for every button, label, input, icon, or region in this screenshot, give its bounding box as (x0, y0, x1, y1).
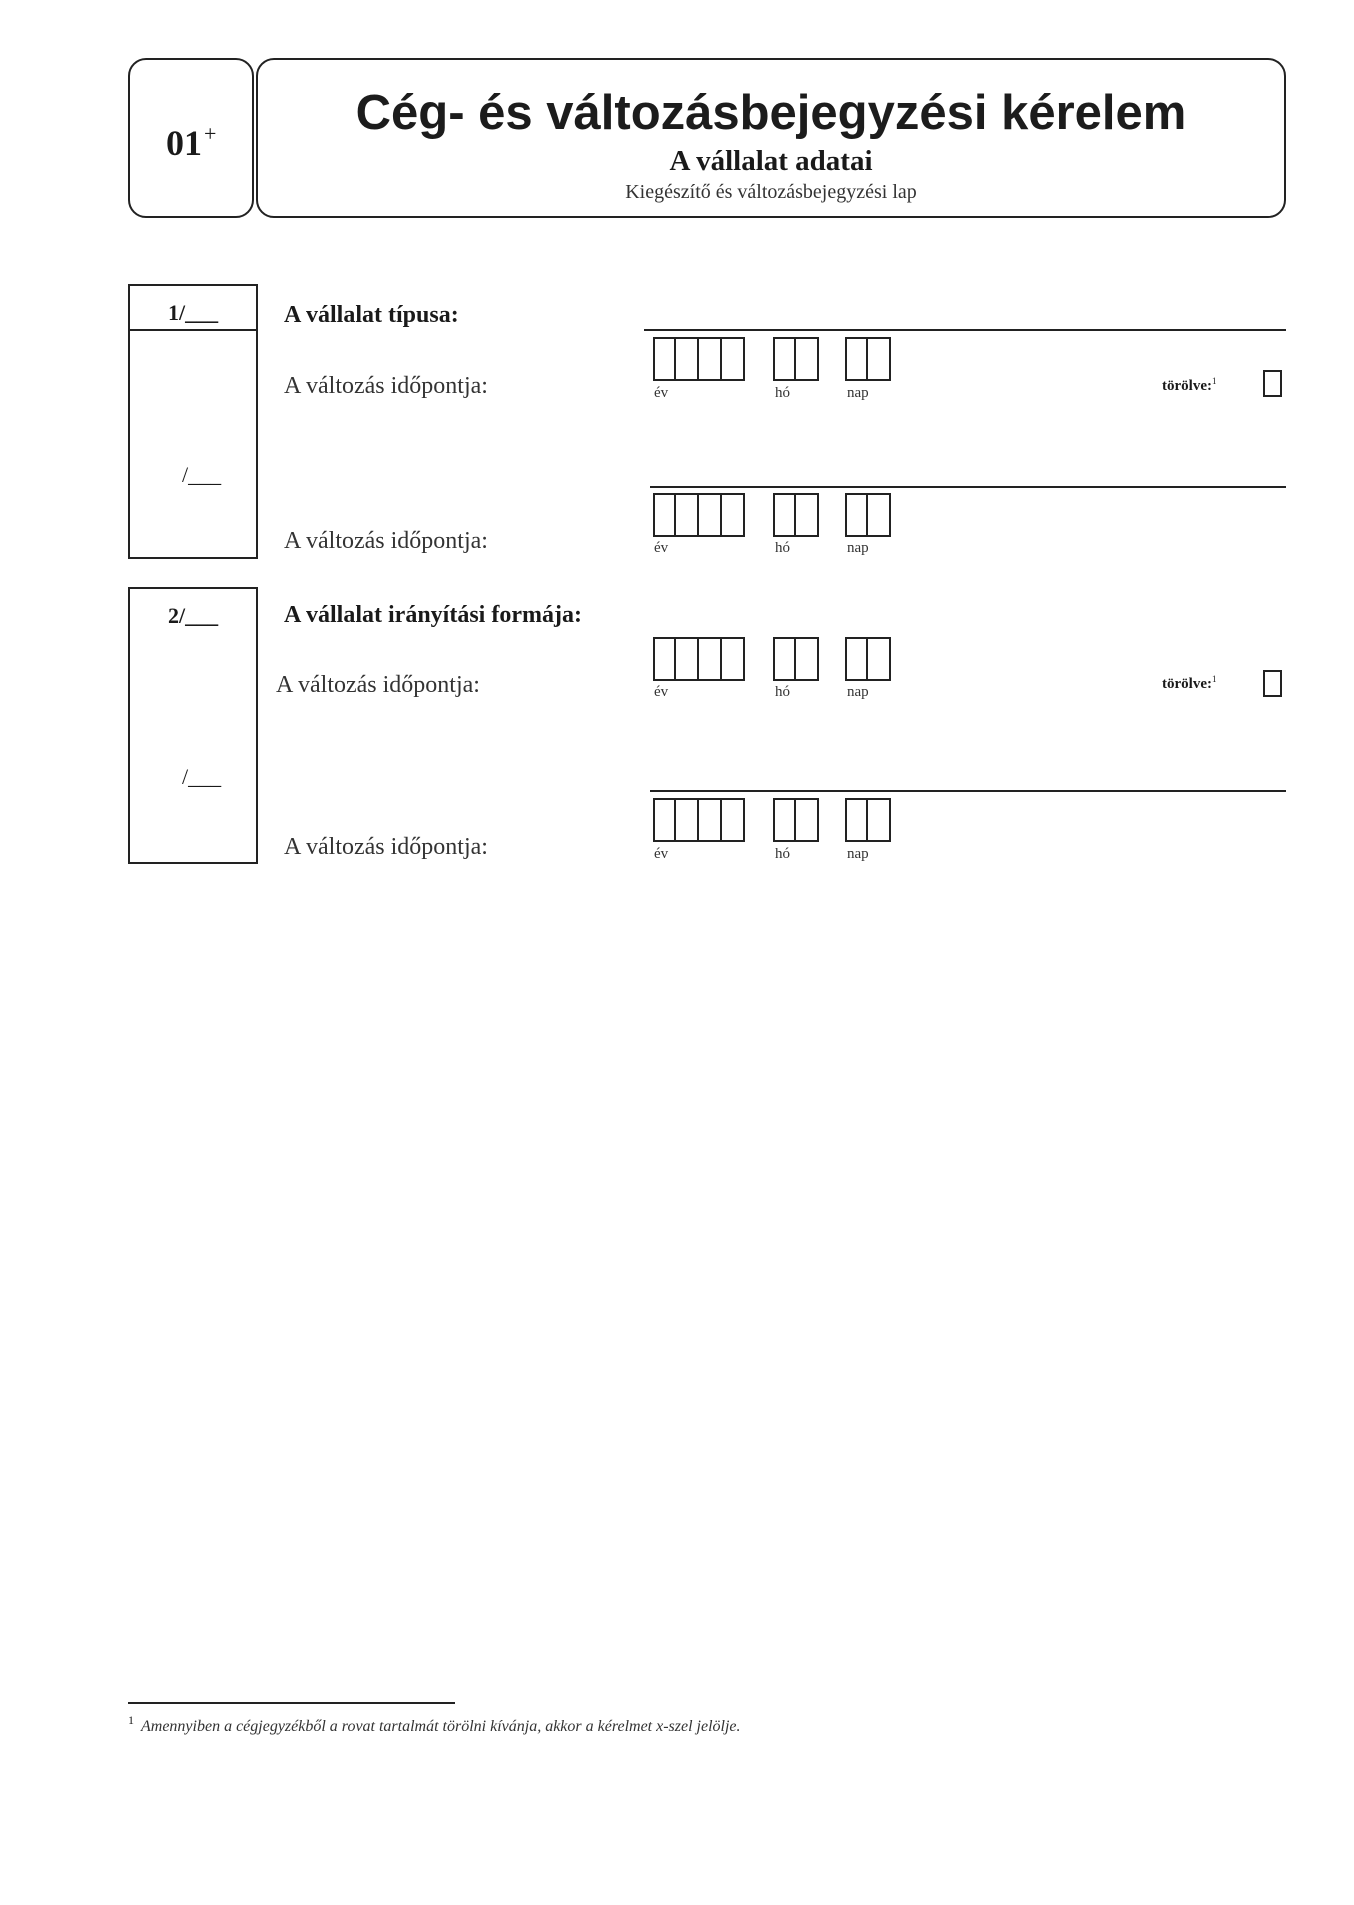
section-1-day-cells[interactable] (845, 337, 891, 381)
digit-cell[interactable] (699, 637, 722, 681)
section-1-deleted-checkbox[interactable] (1263, 370, 1282, 397)
digit-cell[interactable] (796, 798, 819, 842)
digit-cell[interactable] (722, 798, 745, 842)
section-2-sub-year-cells[interactable] (653, 798, 745, 842)
year-label: év (654, 540, 669, 556)
section-2-day-cells[interactable] (845, 637, 891, 681)
form-code: 01+ (166, 121, 217, 163)
digit-cell[interactable] (653, 798, 676, 842)
digit-cell[interactable] (868, 337, 891, 381)
digit-cell[interactable] (773, 337, 796, 381)
month-label: hó (775, 385, 790, 401)
section-2-sub-number: /___ (182, 764, 222, 789)
year-label: év (654, 846, 669, 862)
section-1-value-line[interactable] (644, 329, 1286, 331)
section-2-sub-change-date-label: A változás időpontja: (284, 834, 488, 860)
digit-cell[interactable] (653, 493, 676, 537)
section-1-deleted-label: törölve:$^1$ (1162, 376, 1217, 394)
section-2-deleted-checkbox[interactable] (1263, 670, 1282, 697)
section-1-sub-year-cells[interactable] (653, 493, 745, 537)
page-subsubtitle: Kiegészítő és változásbejegyzési lap (625, 181, 917, 203)
digit-cell[interactable] (722, 637, 745, 681)
page-title: Cég- és változásbejegyzési kérelem (355, 86, 1187, 140)
section-1-sub-day-cells[interactable] (845, 493, 891, 537)
digit-cell[interactable] (773, 637, 796, 681)
digit-cell[interactable] (722, 337, 745, 381)
digit-cell[interactable] (676, 493, 699, 537)
section-2-sub-value-line[interactable] (650, 790, 1286, 792)
month-label: hó (775, 846, 790, 862)
year-label: év (654, 684, 669, 700)
digit-cell[interactable] (845, 798, 868, 842)
section-1-sub-change-date-label: A változás időpontja: (284, 528, 488, 554)
digit-cell[interactable] (699, 337, 722, 381)
digit-cell[interactable] (699, 493, 722, 537)
digit-cell[interactable] (773, 493, 796, 537)
day-label: nap (847, 385, 869, 401)
digit-cell[interactable] (773, 798, 796, 842)
digit-cell[interactable] (868, 798, 891, 842)
digit-cell[interactable] (676, 798, 699, 842)
section-1-year-cells[interactable] (653, 337, 745, 381)
digit-cell[interactable] (653, 637, 676, 681)
day-label: nap (847, 684, 869, 700)
digit-cell[interactable] (796, 493, 819, 537)
form-code-sup: + (204, 121, 217, 146)
section-1-title: A vállalat típusa: (284, 302, 459, 328)
section-2-sub-day-cells[interactable] (845, 798, 891, 842)
digit-cell[interactable] (845, 493, 868, 537)
section-2-number: 2/___ (168, 603, 219, 628)
digit-cell[interactable] (796, 637, 819, 681)
digit-cell[interactable] (845, 637, 868, 681)
section-1-number: 1/___ (168, 300, 219, 325)
digit-cell[interactable] (868, 493, 891, 537)
digit-cell[interactable] (868, 637, 891, 681)
day-label: nap (847, 540, 869, 556)
footnote-marker: 1 (128, 1713, 134, 1727)
section-2-title: A vállalat irányítási formája: (284, 602, 582, 628)
digit-cell[interactable] (653, 337, 676, 381)
digit-cell[interactable] (676, 637, 699, 681)
section-2-sub-month-cells[interactable] (773, 798, 819, 842)
section-2-change-date-label: A változás időpontja: (276, 672, 480, 698)
section-1-sub-month-cells[interactable] (773, 493, 819, 537)
page-subtitle: A vállalat adatai (669, 145, 873, 177)
month-label: hó (775, 540, 790, 556)
digit-cell[interactable] (796, 337, 819, 381)
month-label: hó (775, 684, 790, 700)
year-label: év (654, 385, 669, 401)
section-1-sub-value-line[interactable] (650, 486, 1286, 488)
digit-cell[interactable] (699, 798, 722, 842)
footnote-text: Amennyiben a cégjegyzékből a rovat tartalmát törölni kívánja, akkor a kérelmet x-szel jelölje. (141, 1718, 741, 1735)
section-1-month-cells[interactable] (773, 337, 819, 381)
section-2-deleted-label: törölve:$^1$ (1162, 674, 1217, 692)
section-2-month-cells[interactable] (773, 637, 819, 681)
digit-cell[interactable] (676, 337, 699, 381)
day-label: nap (847, 846, 869, 862)
digit-cell[interactable] (722, 493, 745, 537)
section-2-year-cells[interactable] (653, 637, 745, 681)
footnote-rule (128, 1702, 455, 1704)
digit-cell[interactable] (845, 337, 868, 381)
section-1-change-date-label: A változás időpontja: (284, 373, 488, 399)
section-1-sub-number: /___ (182, 462, 222, 487)
